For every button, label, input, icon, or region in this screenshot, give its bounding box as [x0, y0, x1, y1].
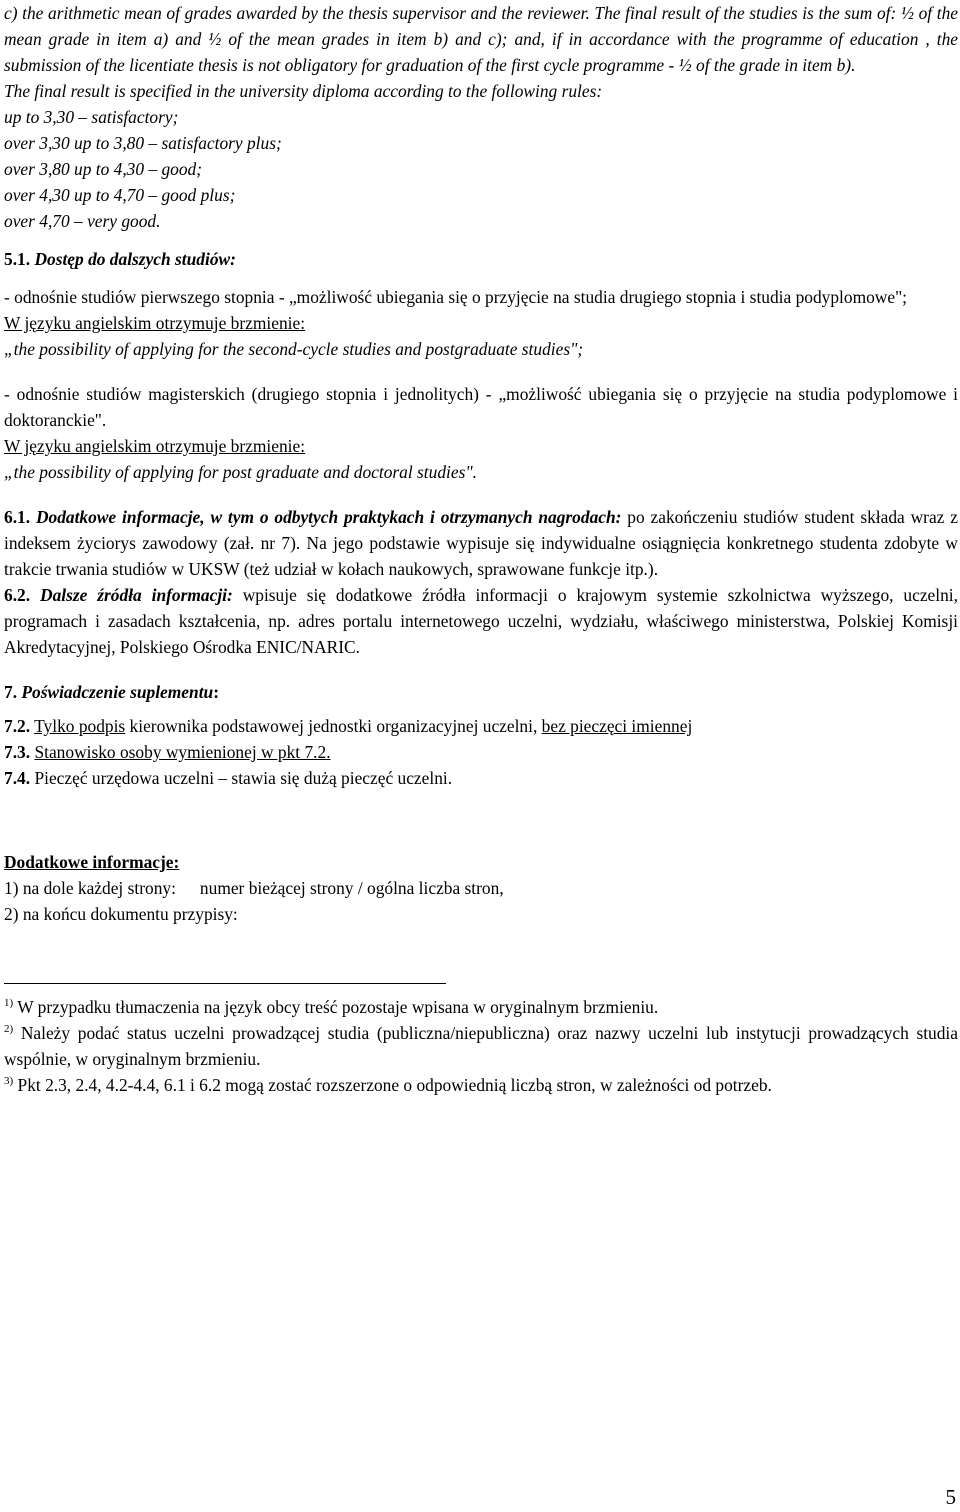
- section-number: 7.3.: [4, 742, 31, 762]
- section-7-heading: [4, 679, 958, 705]
- section-number: 5.1.: [4, 249, 31, 269]
- section-6-1: [4, 504, 958, 582]
- rule-item: over 3,30 up to 3,80 – satisfactory plus;: [4, 133, 282, 153]
- english-label: W języku angielskim otrzymuje brzmienie:: [4, 436, 306, 456]
- rule-item: over 4,30 up to 4,70 – good plus;: [4, 185, 236, 205]
- section-body: Pieczęć urzędowa uczelni – stawia się dużą pieczęć uczelni.: [30, 768, 453, 788]
- footnote-text: Pkt 2.3, 2.4, 4.2-4.4, 6.1 i 6.2 mogą zostać rozszerzone o odpowiednią liczbą stron, w zależności od potrzeb.: [13, 1075, 772, 1095]
- section-body: Stanowisko osoby wymienionej w pkt 7.2.: [34, 742, 331, 762]
- intro-paragraph: c) the arithmetic mean of grades awarded by the thesis supervisor and the reviewer. The final result of the studies is the sum of: ½ of the mean grade in item a) and ½ of the mean grades in item b) and c); and, if in accordance with the programme of education , the submission of the licentiate thesis is not obligatory for graduation of the first cycle programme - ½ of the grade in item b).: [4, 3, 958, 75]
- line-value: numer bieżącej strony / ogólna liczba stron,: [199, 878, 504, 898]
- footnote-mark: 3): [4, 1075, 14, 1087]
- footnote-text: W przypadku tłumaczenia na język obcy treść pozostaje wpisana w oryginalnym brzmieniu.: [13, 997, 659, 1017]
- section-7-3: [4, 739, 958, 765]
- footnote-1: [4, 994, 958, 1020]
- section-title: Dalsze źródła informacji:: [40, 585, 233, 605]
- additional-info-line-1: [4, 875, 958, 901]
- footnote-text: Należy podać status uczelni prowadzącej studia (publiczna/niepubliczna) oraz nazwy uczelni lub instytucji prowadzących studia wspólnie, w oryginalnym brzmieniu.: [4, 1023, 958, 1069]
- section-5-1-masters: - odnośnie studiów magisterskich (drugiego stopnia i jednolitych) - „możliwość ubiegania się o przyjęcie na studia podyplomowe i doktoranckie".: [4, 384, 958, 430]
- rule-item: over 3,80 up to 4,30 – good;: [4, 159, 203, 179]
- line-label: 1) na dole każdej strony:: [4, 878, 176, 898]
- english-text: „the possibility of applying for the second-cycle studies and postgraduate studies";: [4, 339, 584, 359]
- additional-info-line-2: 2) na końcu dokumentu przypisy:: [4, 904, 238, 924]
- section-number: 6.1.: [4, 507, 31, 527]
- english-label: W języku angielskim otrzymuje brzmienie:: [4, 313, 306, 333]
- section-body: wpisuje się dodatkowe źródła informacji o krajowym systemie szkolnictwa wyższego, uczelni, programach i zasadach kształcenia, np. adres portalu internetowego uczelni, wydziału, właściwego ministerstwa, Polskiej Komisji Akredytacyjnej, Polskiego Ośrodka ENIC/NARIC.: [4, 585, 958, 657]
- section-body: po zakończeniu studiów student składa wraz z indeksem życiorys zawodowy (zał. nr 7). Na jego podstawie wypisuje się indywidualne osiągnięcia konkretnego studenta zdobyte w trakcie trwania studiów w UKSW (też udział w kołach naukowych, sprawowane funkcje itp.).: [4, 507, 958, 579]
- section-title: Dodatkowe informacje, w tym o odbytych praktykach i otrzymanych nagrodach:: [35, 507, 622, 527]
- section-5-1-first-cycle: - odnośnie studiów pierwszego stopnia - „możliwość ubiegania się o przyjęcie na studia drugiego stopnia i studia podyplomowe";: [4, 287, 908, 307]
- section-number: 7.4.: [4, 768, 31, 788]
- footnote-mark: 1): [4, 997, 14, 1009]
- footnote-3: [4, 1072, 958, 1098]
- rules-intro: The final result is specified in the university diploma according to the following rules:: [4, 81, 603, 101]
- page-number: 5: [945, 1485, 956, 1509]
- footnote-mark: 2): [4, 1023, 14, 1035]
- footnote-separator: [4, 983, 446, 984]
- section-7-4: [4, 765, 958, 791]
- section-number: 7.2.: [4, 716, 31, 736]
- section-title: Poświadczenie suplementu: [21, 682, 214, 702]
- section-colon: :: [213, 682, 219, 702]
- section-body: kierownika podstawowej jednostki organizacyjnej uczelni,: [125, 716, 542, 736]
- section-6-2: [4, 582, 958, 660]
- rule-item: up to 3,30 – satisfactory;: [4, 107, 179, 127]
- section-7-2: [4, 713, 958, 739]
- section-number: 6.2.: [4, 585, 31, 605]
- section-title: Dostęp do dalszych studiów:: [34, 249, 236, 269]
- document-page: [4, 0, 958, 1098]
- no-name-stamp: bez pieczęci imiennej: [541, 716, 693, 736]
- additional-info-title: Dodatkowe informacje:: [4, 852, 180, 872]
- rule-item: over 4,70 – very good.: [4, 211, 161, 231]
- section-5-1-heading: [4, 246, 958, 272]
- footnote-2: [4, 1020, 958, 1072]
- section-number: 7.: [4, 682, 18, 702]
- english-text: „the possibility of applying for post graduate and doctoral studies".: [4, 462, 477, 482]
- signature-only: Tylko podpis: [34, 716, 126, 736]
